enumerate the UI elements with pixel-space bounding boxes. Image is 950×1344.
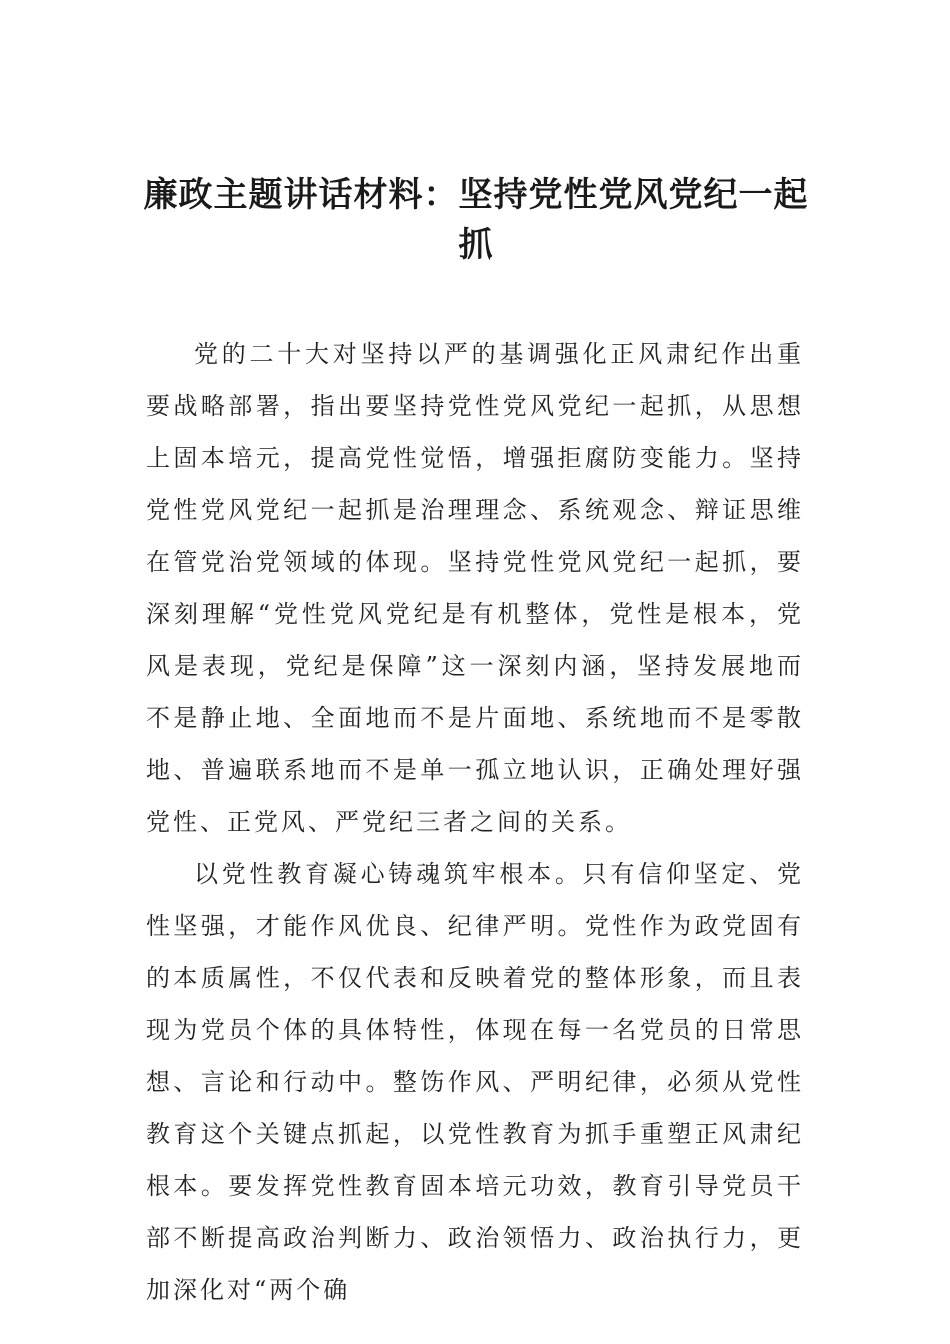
document-body [146,328,804,1316]
paragraph-party-spirit-education: 以党性教育凝心铸魂筑牢根本。只有信仰坚定、党性坚强，才能作风优良、纪律严明。党性作为政党固有的本质属性，不仅代表和反映着党的整体形象，而且表现为党员个体的具体特性，体现在每一名党员的日常思想、言论和行动中。整饬作风、严明纪律，必须从党性教育这个关键点抓起，以党性教育为抓手重塑正风肃纪根本。要发挥党性教育固本培元功效，教育引导党员干部不断提高政治判断力、政治领悟力、政治执行力，更加深化对“两个确 [146,860,804,1304]
document-title: 廉政主题讲话材料：坚持党性党风党纪一起抓 [143,175,809,265]
paragraph-intro: 党的二十大对坚持以严的基调强化正风肃纪作出重要战略部署，指出要坚持党性党风党纪一起抓，从思想上固本培元，提高党性觉悟，增强拒腐防变能力。坚持党性党风党纪一起抓是治理理念、系统观念、辩证思维在管党治党领域的体现。坚持党性党风党纪一起抓，要深刻理解“党性党风党纪是有机整体，党性是根本，党风是表现，党纪是保障”这一深刻内涵，坚持发展地而不是静止地、全面地而不是片面地、系统地而不是零散地、普遍联系地而不是单一孤立地认识，正确处理好强党性、正党风、严党纪三者之间的关系。 [146,340,804,836]
